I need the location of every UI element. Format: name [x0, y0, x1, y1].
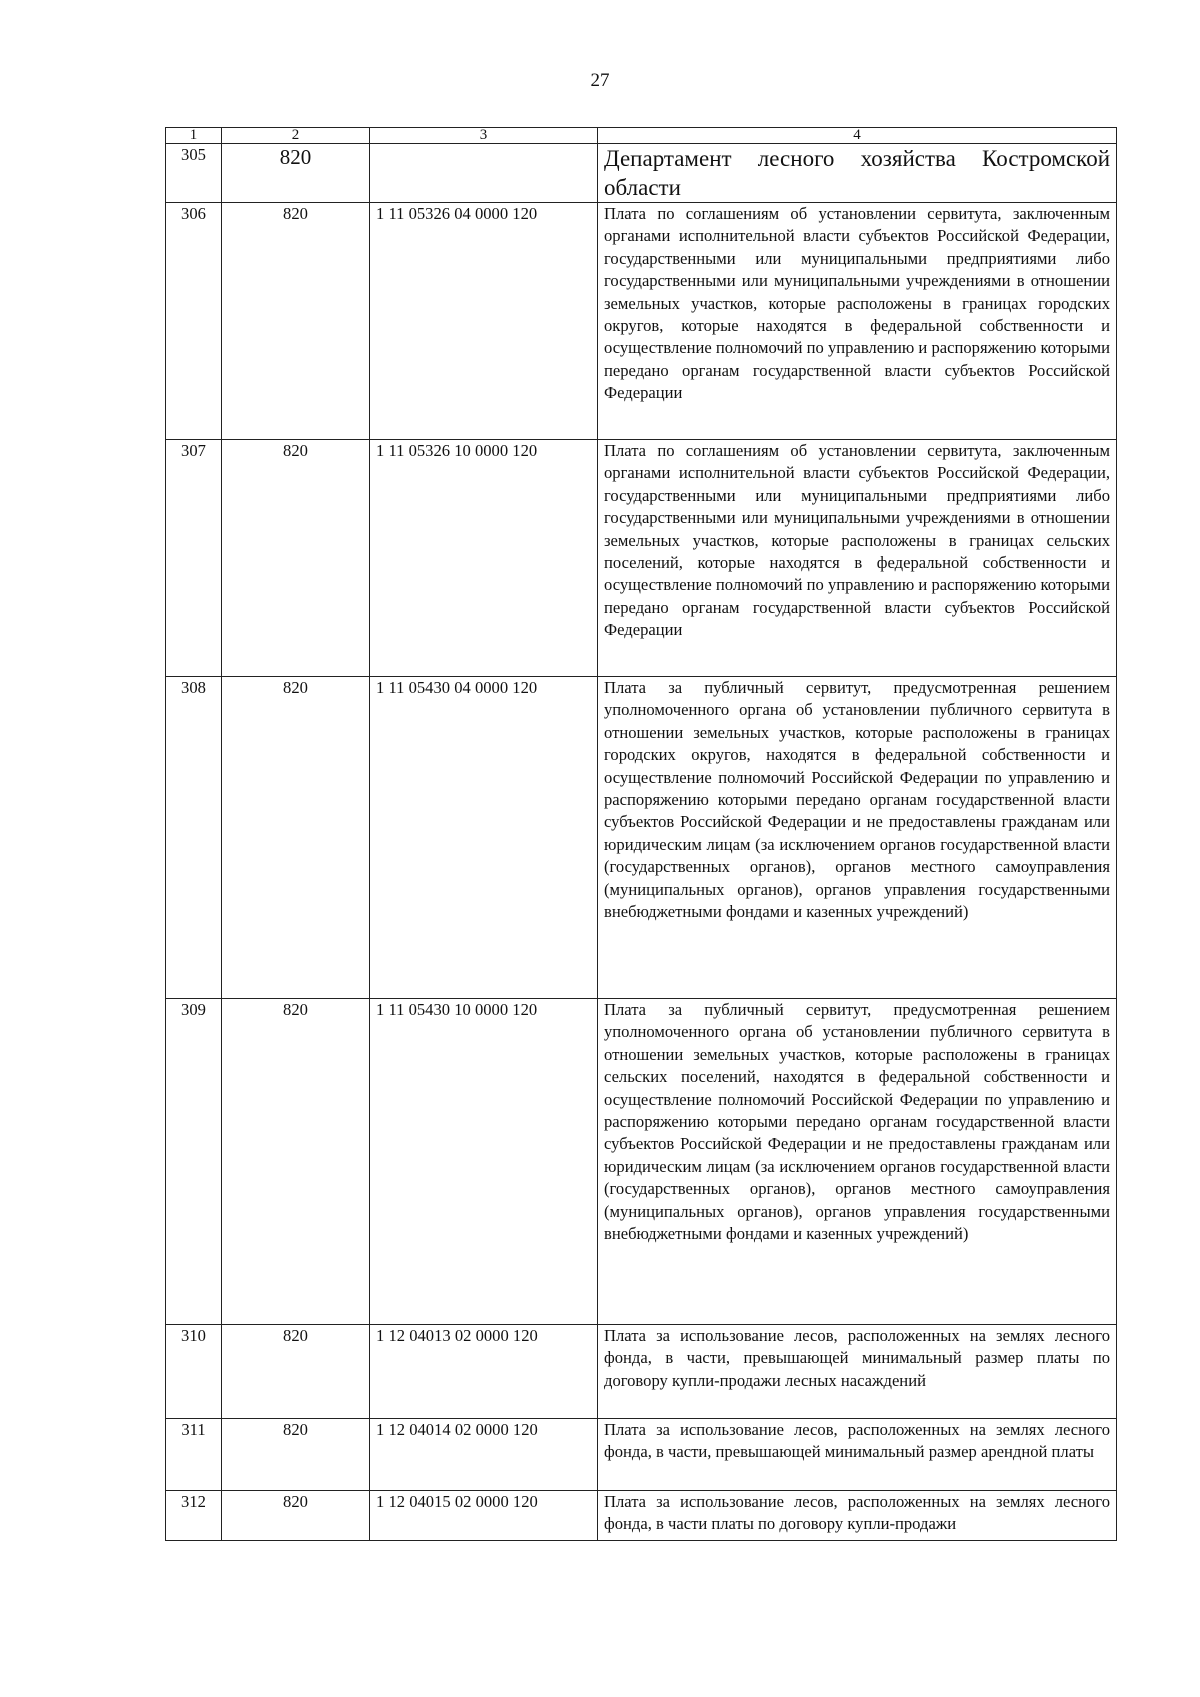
table-row: [166, 203, 1117, 440]
budget-code: 1 12 04013 02 0000 120: [370, 1325, 598, 1419]
description: Плата за использование лесов, расположенных на землях лесного фонда, в части платы по договору купли-продажи: [598, 1491, 1117, 1541]
table-row: [166, 1325, 1117, 1419]
admin-code: 820: [222, 1491, 370, 1541]
admin-code: 820: [222, 1325, 370, 1419]
table-row: [166, 144, 1117, 203]
table-row: [166, 677, 1117, 999]
description: Плата по соглашениям об установлении сервитута, заключенным органами исполнительной власти субъектов Российской Федерации, государственными или муниципальными предприятиями либо государственными или муниципальными учреждениями в отношении земельных участков, которые расположены в границах городских округов, которые находятся в федеральной собственности и осуществление полномочий по управлению и распоряжению которыми передано органам государственной власти субъектов Российской Федерации: [598, 203, 1117, 440]
admin-code: 820: [222, 144, 370, 203]
row-number: 308: [166, 677, 222, 999]
description: Плата за публичный сервитут, предусмотренная решением уполномоченного органа об установлении публичного сервитута в отношении земельных участков, которые расположены в границах сельских поселений, находятся в федеральной собственности и осуществление полномочий Российской Федерации по управлению и распоряжению которыми передано органам государственной власти субъектов Российской Федерации и не предоставлены гражданам или юридическим лицам (за исключением органов государственной власти (государственных органов), органов местного самоуправления (муниципальных органов), органов управления государственными внебюджетными фондами и казенных учреждений): [598, 999, 1117, 1325]
budget-code: 1 12 04014 02 0000 120: [370, 1419, 598, 1491]
header-col-4: 4: [598, 128, 1117, 144]
budget-code: 1 11 05326 04 0000 120: [370, 203, 598, 440]
table-header: [166, 128, 1117, 144]
header-row: [166, 128, 1117, 144]
description: Плата за использование лесов, расположенных на землях лесного фонда, в части, превышающей минимальный размер арендной платы: [598, 1419, 1117, 1491]
row-number: 311: [166, 1419, 222, 1491]
admin-code: 820: [222, 203, 370, 440]
row-number: 306: [166, 203, 222, 440]
page-number: 27: [590, 70, 610, 91]
row-number: 309: [166, 999, 222, 1325]
description: Плата за публичный сервитут, предусмотренная решением уполномоченного органа об установлении публичного сервитута в отношении земельных участков, которые расположены в границах городских округов, находятся в федеральной собственности и осуществление полномочий Российской Федерации по управлению и распоряжению которыми передано органам государственной власти субъектов Российской Федерации и не предоставлены гражданам или юридическим лицам (за исключением органов государственной власти (государственных органов), органов местного самоуправления (муниципальных органов), органов управления государственными внебюджетными фондами и казенных учреждений): [598, 677, 1117, 999]
table-row: [166, 999, 1117, 1325]
table-row: [166, 1419, 1117, 1491]
row-number: 312: [166, 1491, 222, 1541]
admin-code: 820: [222, 999, 370, 1325]
row-number: 305: [166, 144, 222, 203]
row-number: 307: [166, 440, 222, 677]
header-col-3: 3: [370, 128, 598, 144]
table-row: [166, 440, 1117, 677]
budget-code: 1 11 05430 04 0000 120: [370, 677, 598, 999]
admin-code: 820: [222, 677, 370, 999]
budget-code: 1 11 05430 10 0000 120: [370, 999, 598, 1325]
budget-code: 1 12 04015 02 0000 120: [370, 1491, 598, 1541]
header-col-2: 2: [222, 128, 370, 144]
header-col-1: 1: [166, 128, 222, 144]
table-row: [166, 1491, 1117, 1541]
budget-code: 1 11 05326 10 0000 120: [370, 440, 598, 677]
row-number: 310: [166, 1325, 222, 1419]
description: Департамент лесного хозяйства Костромской области: [598, 144, 1117, 203]
description: Плата по соглашениям об установлении сервитута, заключенным органами исполнительной власти субъектов Российской Федерации, государственными или муниципальными предприятиями либо государственными или муниципальными учреждениями в отношении земельных участков, которые расположены в границах сельских поселений, которые находятся в федеральной собственности и осуществление полномочий по управлению и распоряжению которыми передано органам государственной власти субъектов Российской Федерации: [598, 440, 1117, 677]
admin-code: 820: [222, 440, 370, 677]
revenue-codes-table: [165, 127, 1117, 1541]
description: Плата за использование лесов, расположенных на землях лесного фонда, в части, превышающей минимальный размер платы по договору купли-продажи лесных насаждений: [598, 1325, 1117, 1419]
admin-code: 820: [222, 1419, 370, 1491]
budget-code: [370, 144, 598, 203]
